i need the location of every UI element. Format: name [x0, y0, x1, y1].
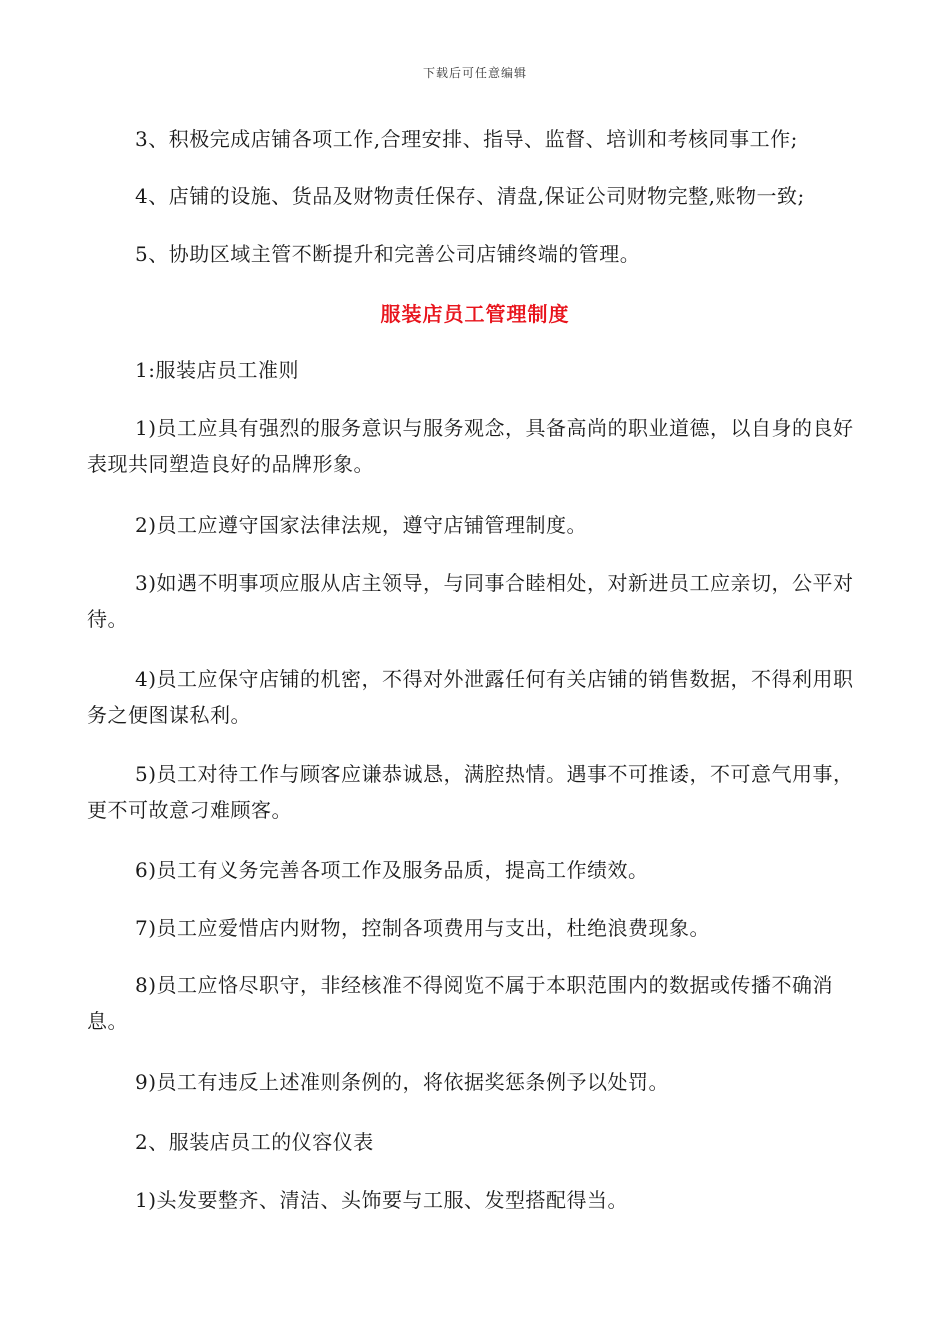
duty-item-3: 3、积极完成店铺各项工作,合理安排、指导、监督、培训和考核同事工作; [135, 127, 798, 151]
rule-7: 7)员工应爱惜店内财物，控制各项费用与支出，杜绝浪费现象。 [135, 916, 711, 940]
duty-item-5: 5、协助区域主管不断提升和完善公司店铺终端的管理。 [135, 242, 641, 266]
rule-5: 5)员工对待工作与顾客应谦恭诚恳，满腔热情。遇事不可推诿，不可意气用事，更不可故意刁难顾客。 [87, 762, 854, 822]
rule-9: 9)员工有违反上述准则条例的，将依据奖惩条例予以处罚。 [135, 1070, 670, 1094]
section2-heading: 2、服装店员工的仪容仪表 [135, 1130, 374, 1154]
section1-heading: 1:服装店员工准则 [135, 358, 299, 382]
rule-3: 3)如遇不明事项应服从店主领导，与同事合睦相处，对新进员工应亲切，公平对待。 [87, 571, 854, 631]
rule-8: 8)员工应恪尽职守，非经核准不得阅览不属于本职范围内的数据或传播不确消息。 [87, 973, 834, 1033]
header-note: 下载后可任意编辑 [422, 66, 527, 80]
duty-item-4: 4、店铺的设施、货品及财物责任保存、清盘,保证公司财物完整,账物一致; [135, 184, 805, 208]
section-title: 服装店员工管理制度 [380, 302, 570, 326]
rule-1: 1)员工应具有强烈的服务意识与服务观念，具备高尚的职业道德，以自身的良好表现共同塑造良好的品牌形象。 [87, 416, 854, 476]
appearance-item-1: 1)头发要整齐、清洁、头饰要与工服、发型搭配得当。 [135, 1188, 629, 1212]
rule-2: 2)员工应遵守国家法律法规，遵守店铺管理制度。 [135, 513, 588, 537]
rule-4: 4)员工应保守店铺的机密，不得对外泄露任何有关店铺的销售数据，不得利用职务之便图谋私利。 [87, 667, 854, 727]
rule-6: 6)员工有义务完善各项工作及服务品质，提高工作绩效。 [135, 858, 649, 882]
